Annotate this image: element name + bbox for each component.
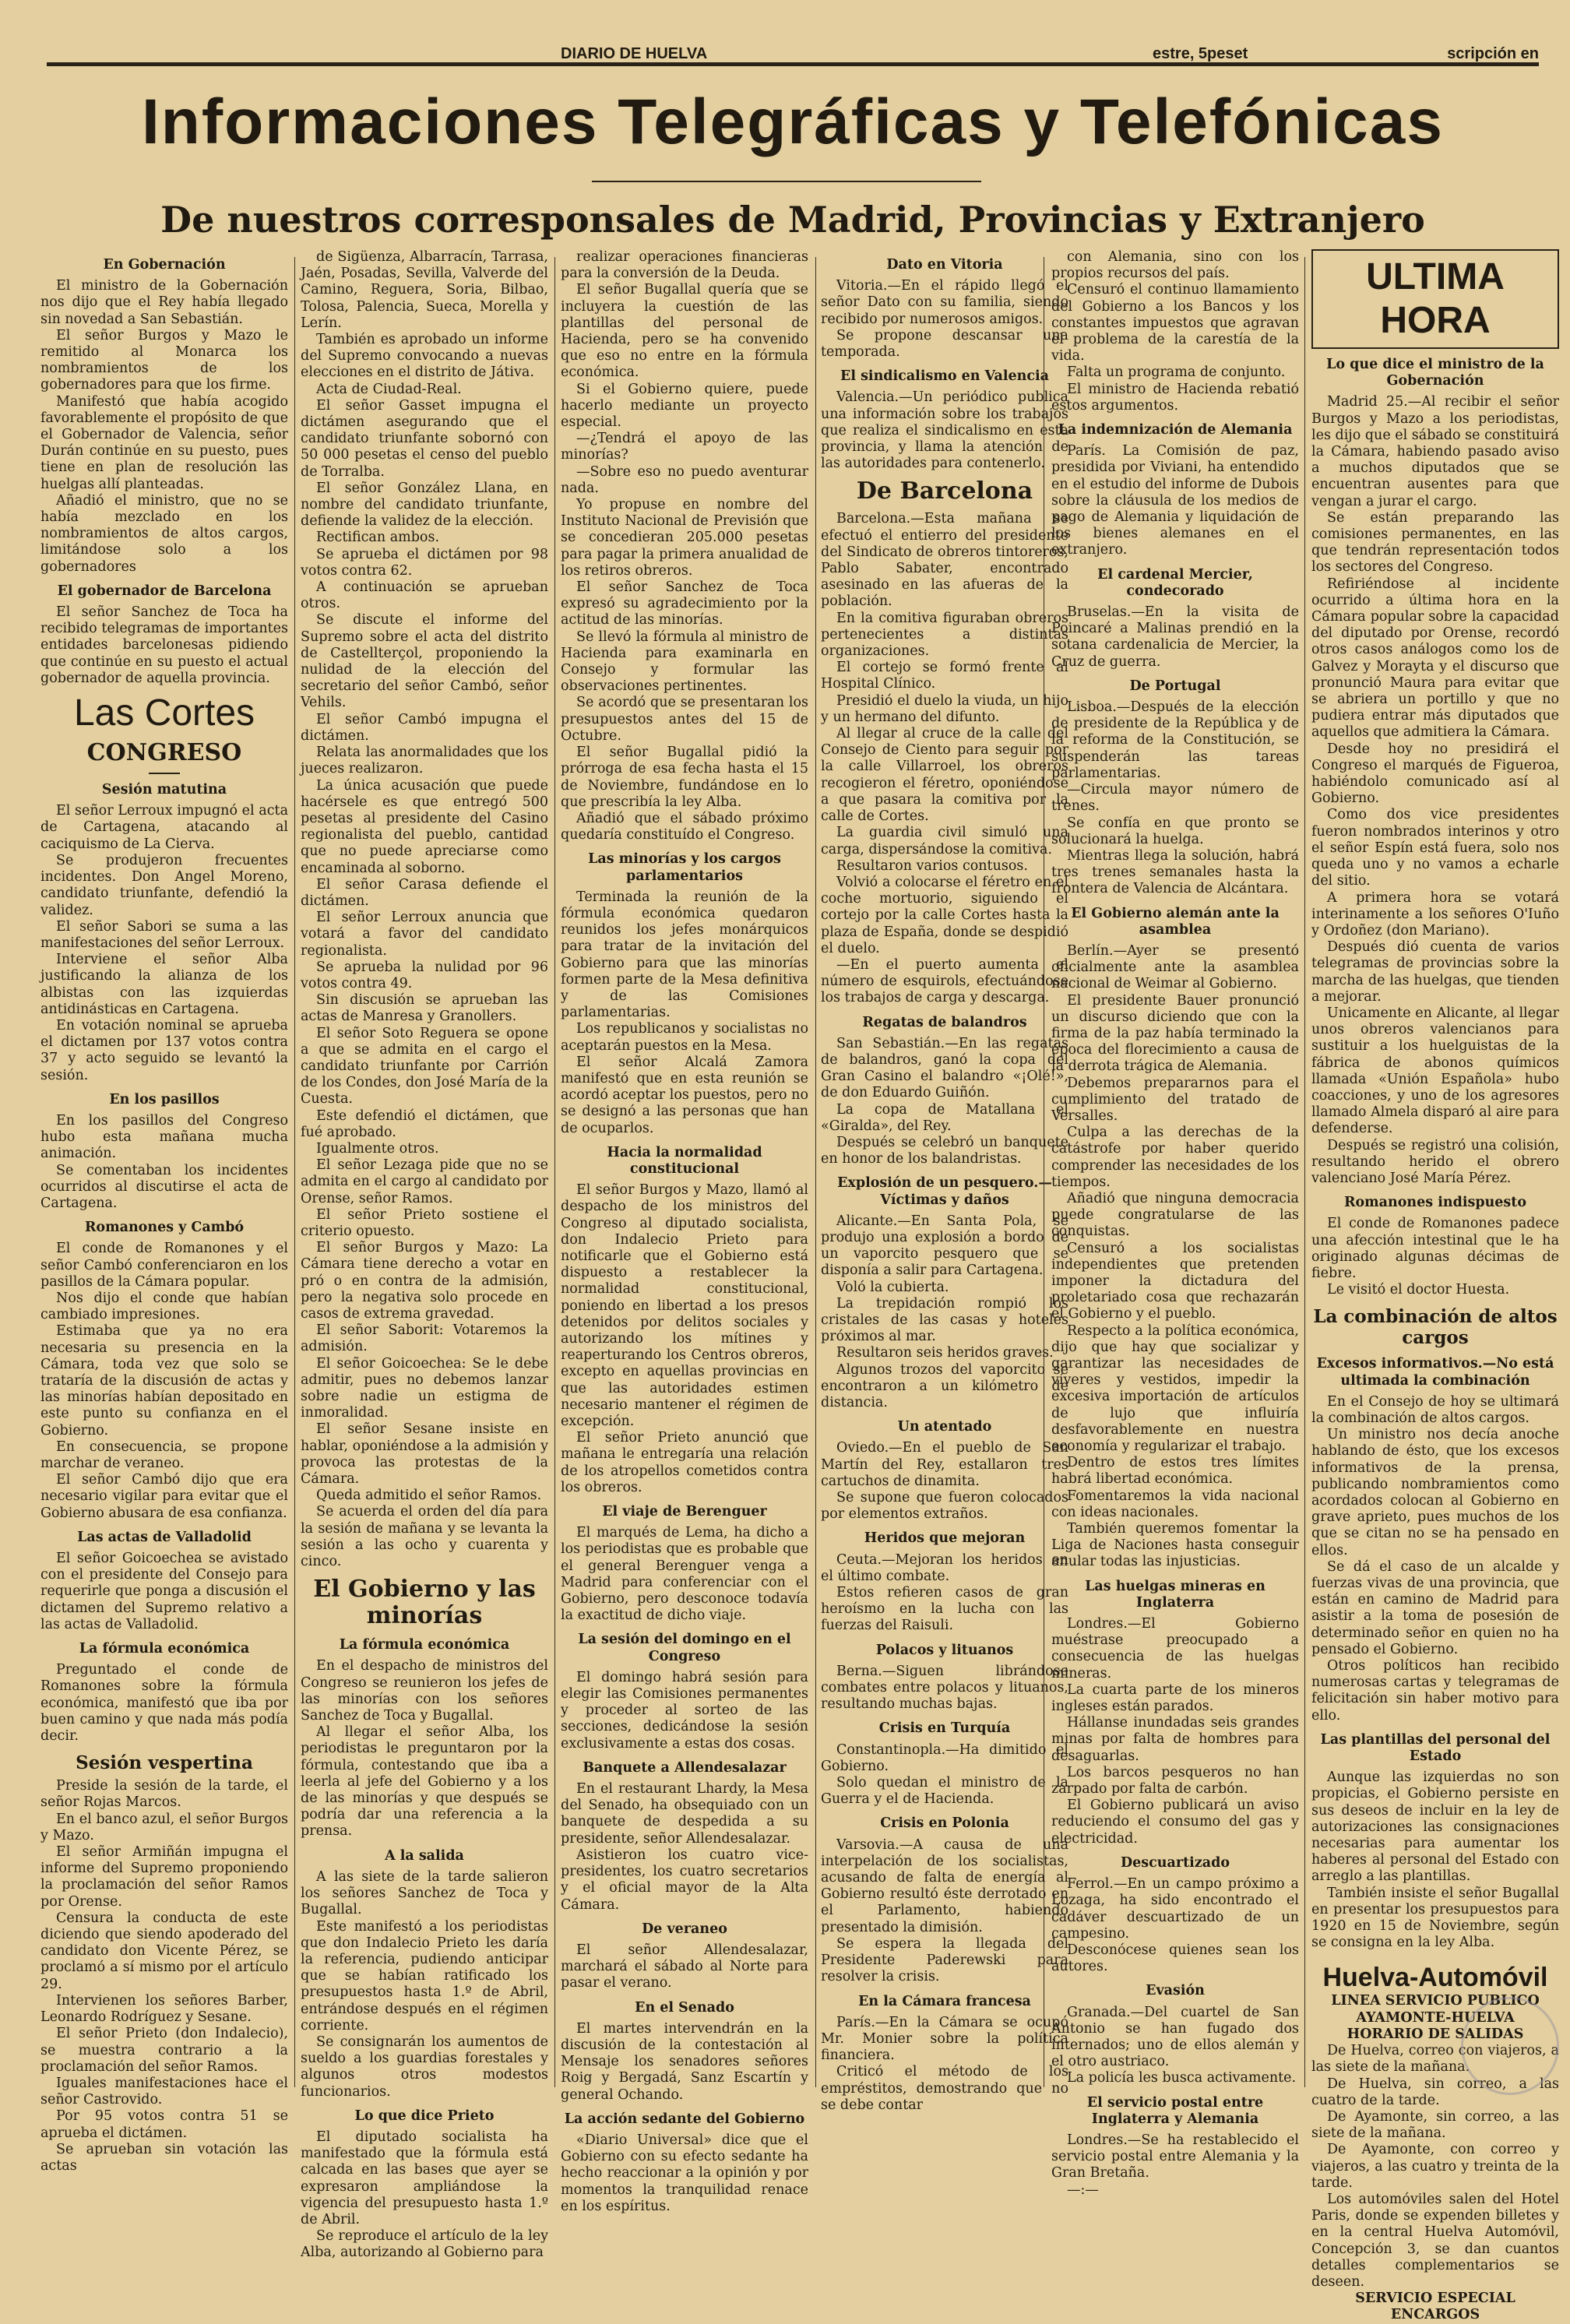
article-paragraph: Ferrol.—En un campo próximo a Lozaga, ha sido encontrado el cadáver descuartizado de un campesino. — [1051, 1876, 1299, 1942]
column-divider — [1304, 257, 1305, 2087]
article-paragraph: Se discute el informe del Supremo sobre el acta del distrito de Castellterçol, proponiendo la nulidad de la elección del secretario del señor Cambó, señor Vehils. — [301, 612, 548, 711]
article-paragraph: —En el puerto aumenta el número de esquirols, efectuándose los trabajos de carga y descarga. — [821, 956, 1068, 1006]
article-paragraph: Ceuta.—Mejoran los heridos en el último combate. — [821, 1551, 1068, 1584]
article-paragraph: De Huelva, sin correo, a las cuatro de la tarde. — [1311, 2076, 1559, 2108]
column-6 — [1311, 249, 1559, 2323]
article-paragraph: San Sebastián.—En las regatas de balandros, ganó la copa del Gran Casino el balandro «¡Olé!», de don Eduardo Guiñón. — [821, 1035, 1068, 1101]
article-paragraph: realizar operaciones financieras para la conversión de la Deuda. — [561, 249, 808, 282]
article-paragraph: El señor Sanchez de Toca expresó su agradecimiento por la actitud de las minorías. — [561, 579, 808, 629]
section-heading: De Portugal — [1129, 678, 1221, 694]
article-paragraph: Manifestó que había acogido favorablemente el propósito de que el Gobernador de Valencia, señor Durán continúe en su puesto, pues tiene en plan de resolución las huelgas allí planteadas. — [40, 393, 288, 492]
article-paragraph: El señor Prieto sostiene el criterio opuesto. — [301, 1206, 548, 1239]
article-paragraph: Londres.—El Gobierno muéstrase preocupado a consecuencia de las huelgas mineras. — [1051, 1616, 1299, 1681]
article-paragraph: El conde de Romanones padece una afección intestinal que le ha originado algunas décimas de fiebre. — [1311, 1216, 1559, 1281]
article-paragraph: Se llevó la fórmula al ministro de Hacienda para examinarla en Consejo y formular las observaciones pertinentes. — [561, 629, 808, 695]
article-paragraph: Se aprueba la nulidad por 96 votos contra 49. — [301, 959, 548, 991]
article-paragraph: Preside la sesión de la tarde, el señor Rojas Marcos. — [40, 1778, 288, 1811]
article-paragraph: Nos dijo el conde que habían cambiado impresiones. — [40, 1290, 288, 1323]
article-paragraph: Varsovia.—A causa de una interpelación de los socialistas, acusando de falta de energía al Gobierno resultó éste derrotado en el Parlamento, habiendo presentado la dimisión. — [821, 1836, 1068, 1935]
article-paragraph: A las siete de la tarde salieron los señores Sanchez de Toca y Bugallal. — [301, 1868, 548, 1918]
column-2 — [301, 249, 548, 2261]
section-heading: Banquete a Allendesalazar — [583, 1759, 787, 1776]
article-paragraph: Se acordó que se presentaran los presupuestos antes del 15 de Octubre. — [561, 695, 808, 744]
ad-line: LINEA SERVICIO PUBLICO — [1331, 1993, 1540, 2009]
article-paragraph: de Sigüenza, Albarracín, Tarrasa, Jaén, Posadas, Sevilla, Valverde del Camino, Reguera, Soria, Bilbao, Tolosa, Palencia, Sueca, Morella y Lerín. — [301, 249, 548, 331]
article-paragraph: Berna.—Siguen librándose combates entre polacos y lituanos, resultando muchas bajas. — [821, 1663, 1068, 1713]
section-heading: Romanones indispuesto — [1343, 1195, 1527, 1211]
section-heading: El viaje de Berenguer — [602, 1504, 767, 1520]
section-heading: La acción sedante del Gobierno — [564, 2111, 805, 2127]
article-paragraph: Rectifican ambos. — [316, 530, 440, 546]
section-heading: En la Cámara francesa — [858, 1993, 1031, 2009]
article-paragraph: Desconócese quienes sean los autores. — [1051, 1942, 1299, 1975]
article-paragraph: Por 95 votos contra 51 se aprueba el dictámen. — [40, 2108, 288, 2141]
article-paragraph: Si el Gobierno quiere, puede hacerlo mediante un proyecto especial. — [561, 381, 808, 431]
section-heading: Las plantillas del personal del Estado — [1320, 1731, 1551, 1765]
section-heading: Las actas de Valladolid — [77, 1529, 252, 1545]
article-paragraph: Terminada la reunión de la fórmula económica quedaron reunidos los jefes monárquicos para tratar de la invitación del Gobierno para que las minorías formen parte de la Mesa definitiva y de las Comisiones parlamentarias. — [561, 889, 808, 1021]
article-paragraph: El señor Prieto (don Indalecio), se muestra contrario a la proclamación del señor Ramos. — [40, 2026, 288, 2075]
masthead-bar — [47, 45, 1539, 62]
section-heading: El Gobierno alemán ante la asamblea — [1071, 905, 1280, 938]
section-heading: Las Cortes — [73, 692, 255, 734]
article-paragraph: Vitoria.—En el rápido llegó el señor Dato con su familia, siendo recibido por numerosos amigos. — [821, 278, 1068, 327]
article-paragraph: Este defendió el dictámen, que fué aprobado. — [301, 1107, 548, 1140]
subscription-fragment: scripción en — [1447, 45, 1539, 62]
article-paragraph: Bruselas.—En la visita de Poincaré a Malinas prendió en la sotana cardenalicia de Mercier, la Cruz de guerra. — [1051, 604, 1299, 670]
section-heading: Sesión matutina — [101, 782, 227, 798]
section-heading: CONGRESO — [86, 739, 242, 767]
article-paragraph: La policía les busca activamente. — [1067, 2070, 1297, 2086]
article-paragraph: Añadió que el sábado próximo quedaría constituído el Congreso. — [561, 810, 808, 843]
article-paragraph: Madrid 25.—Al recibir el señor Burgos y Mazo a los periodistas, les dijo que el sábado se constituirá la Cámara, habiendo pasado aviso a muchos diputados que se encuentran ausentes para que vengan a jurar el cargo. — [1311, 394, 1559, 509]
article-paragraph: —Circula mayor número de trenes. — [1051, 782, 1299, 815]
section-heading: Crisis en Turquía — [878, 1720, 1011, 1737]
paper-name: DIARIO DE HUELVA — [561, 45, 708, 62]
section-heading: La fórmula económica — [339, 1637, 510, 1653]
article-paragraph: El presidente Bauer pronunció un discurso diciendo que con la firma de la paz había terminado la época del florecimiento a causa de la derrota trágica de Alemania. — [1051, 992, 1299, 1075]
article-paragraph: Dentro de estos tres límites habrá libertad económica. — [1051, 1455, 1299, 1488]
article-paragraph: A continuación se aprueban otros. — [301, 579, 548, 612]
section-heading: El servicio postal entre Inglaterra y Alemania — [1086, 2094, 1264, 2127]
section-heading: El sindicalismo en Valencia — [840, 368, 1050, 385]
article-paragraph: El señor Soto Reguera se opone a que se admita en el cargo el candidato triunfante por Carrión de los Condes, don José María de la Cuesta. — [301, 1025, 548, 1107]
article-paragraph: Censura la conducta de este diciendo que siendo apoderado del candidato don Vicente Pérez, se proclamó a sí mismo por el artículo 29. — [40, 1910, 288, 1992]
article-paragraph: Valencia.—Un periódico publica una información sobre los trabajos que realiza el sindicalismo en esta provincia, y llama la atención de las autoridades para contenerlo. — [821, 389, 1068, 472]
article-paragraph: Oviedo.—En el pueblo de San Martín del Rey, estallaron tres cartuchos de dinamita. — [821, 1440, 1068, 1489]
article-paragraph: Alicante.—En Santa Pola, se produjo una explosión a bordo de un vaporcito pesquero que se disponía a salir para Cartagena. — [821, 1213, 1068, 1279]
article-paragraph: Relata las anormalidades que los jueces realizaron. — [301, 745, 548, 777]
article-paragraph: En el despacho de ministros del Congreso se reunieron los jefes de las minorías con los señores Sanchez de Toca y Bugallal. — [301, 1658, 548, 1724]
article-paragraph: Berlín.—Ayer se presentó oficialmente ante la asamblea nacional de Weimar al Gobierno. — [1051, 942, 1299, 992]
article-paragraph: Culpa a las derechas de la catástrofe por haber querido comprender las necesidades de los tiempos. — [1051, 1125, 1299, 1190]
article-paragraph: El señor Carasa defiende el dictámen. — [301, 876, 548, 909]
article-paragraph: Constantinopla.—Ha dimitido el Gobierno. — [821, 1741, 1068, 1774]
article-paragraph: —Sobre eso no puedo aventurar nada. — [561, 463, 808, 496]
section-heading: La fórmula económica — [79, 1641, 250, 1657]
article-paragraph: En la comitiva figuraban obreros pertenecientes a distintas organizaciones. — [821, 610, 1068, 660]
article-paragraph: Queda admitido el señor Ramos. — [316, 1488, 542, 1504]
section-heading: El Gobierno y las minorías — [313, 1576, 536, 1630]
article-paragraph: Se están preparando las comisiones permanentes, en las que tendrán representación todos los sectores del Congreso. — [1311, 509, 1559, 576]
column-1 — [40, 249, 288, 2174]
article-paragraph: El diputado socialista ha manifestado que la fórmula está calcada en las bases que ayer se expresaron ampliándose la vigencia del presupuesto hasta 1.º de Abril. — [301, 2129, 548, 2227]
section-heading: Lo que dice Prieto — [354, 2107, 495, 2124]
section-heading: En los pasillos — [109, 1091, 220, 1107]
section-heading: Las huelgas mineras en Inglaterra — [1085, 1578, 1266, 1611]
article-paragraph: Aunque las izquierdas no son propicias, el Gobierno persiste en sus deseos de incluir en la ley de autorizaciones las consignaciones necesarias para aumentar los haberes al personal del Estado con arreglo a las plantillas. — [1311, 1769, 1559, 1885]
article-paragraph: Después dió cuenta de varios telegramas de provincias sobre la marcha de las huelgas, que tienden a mejorar. — [1311, 939, 1559, 1005]
article-paragraph: Estos refieren casos de gran heroísmo en la lucha con las fuerzas del Raisuli. — [821, 1585, 1068, 1634]
column-5 — [1051, 249, 1299, 2198]
section-heading: Descuartizado — [1120, 1854, 1230, 1871]
article-paragraph: con Alemania, sino con los propios recursos del país. — [1051, 249, 1299, 282]
article-paragraph: Voló la cubierta. — [836, 1279, 949, 1295]
article-paragraph: Añadió el ministro, que no se había mezclado en los nombramientos de altos cargos, limitándose solo a los gobernadores — [40, 492, 288, 575]
article-paragraph: El señor Sabori se suma a las manifestaciones del señor Lerroux. — [40, 918, 288, 951]
article-paragraph: Preguntado el conde de Romanones sobre la fórmula económica, manifestó que iba por buen camino y que nada más podía decir. — [40, 1662, 288, 1745]
ad-line: HORARIO DE SALIDAS — [1346, 2026, 1524, 2042]
article-paragraph: —:— — [1067, 2181, 1099, 2198]
section-heading: El gobernador de Barcelona — [57, 583, 272, 599]
article-paragraph: Solo quedan el ministro de la Guerra y el de Hacienda. — [821, 1775, 1068, 1808]
article-paragraph: Londres.—Se ha restablecido el servicio postal entre Alemania y la Gran Bretaña. — [1051, 2132, 1299, 2181]
article-paragraph: Hállanse inundadas seis grandes minas por falta de hombres para desaguarlas. — [1051, 1715, 1299, 1764]
article-paragraph: El señor Alcalá Zamora manifestó que en esta reunión se acordó aceptar los puestos, pero no se designó a las personas que han de ocuparlos. — [561, 1054, 808, 1136]
article-paragraph: El señor González Llana, en nombre del candidato triunfante, defiende la validez de la elección. — [301, 480, 548, 530]
article-paragraph: Desde hoy no presidirá el Congreso el marqués de Figueroa, habiéndolo comunicado así al Gobierno. — [1311, 741, 1559, 807]
section-heading: Heridos que mejoran — [864, 1530, 1026, 1547]
article-paragraph: Censuró a los socialistas independientes que pretenden imponer la dictadura del proletariado cosa que rechazarán el Gobierno y el pueblo. — [1051, 1240, 1299, 1322]
article-paragraph: El martes intervendrán en la discusión de la contestación al Mensaje los senadores señores Roig y Bergadá, Sanz Escartín y general Ochando. — [561, 2020, 808, 2103]
section-heading: Crisis en Polonia — [880, 1815, 1009, 1832]
section-heading: Hacia la normalidad constitucional — [607, 1144, 762, 1177]
article-paragraph: La trepidación rompió los cristales de las casas y hoteles próximos al mar. — [821, 1295, 1068, 1345]
last-hour-banner: ULTIMA HORA — [1311, 249, 1559, 349]
article-paragraph: El señor Prieto anunció que mañana le entregaría una relación de los atropellos cometidos contra los obreros. — [561, 1430, 808, 1495]
article-paragraph: Se confía en que pronto se solucionará la huelga. — [1051, 815, 1299, 847]
article-paragraph: El marqués de Lema, ha dicho a los periodistas que es probable que el general Berenguer venga a Madrid para conferenciar con el Gobierno, pero desconoce todavía la exactitud de dicho viaje. — [561, 1525, 808, 1624]
article-paragraph: París. La Comisión de paz, presidida por Viviani, ha entendido en el estudio del informe de Dubois sobre la cláusula de los medios de pago de Alemania y liquidación de los bienes alemanes en el extranjero. — [1051, 443, 1299, 558]
article-paragraph: De Ayamonte, sin correo, a las siete de la mañana. — [1311, 2108, 1559, 2142]
section-heading: Evasión — [1146, 1983, 1205, 1999]
article-paragraph: Los barcos pesqueros no han zarpado por falta de carbón. — [1051, 1764, 1299, 1798]
article-paragraph: En el banco azul, el señor Burgos y Mazo. — [40, 1811, 288, 1843]
article-paragraph: Lisboa.—Después de la elección de presidente de la República y de la reforma de la Constitución, se suspenderán las tareas parlamentarias. — [1051, 699, 1299, 781]
article-paragraph: En votación nominal se aprueba el dictamen por 137 votos contra 37 y acto seguido se levantó la sesión. — [40, 1017, 288, 1083]
ad-line: AYAMONTE-HUELVA — [1356, 2009, 1515, 2026]
column-divider — [815, 257, 816, 2087]
article-paragraph: Un ministro nos decía anoche hablando de ésto, que los excesos informativos de la prensa, publicando nombramientos como acordados colocan al Gobierno en grave aprieto, pues muchos de los que se citan no se ha pensado en ellos. — [1311, 1427, 1559, 1558]
article-paragraph: Los republicanos y socialistas no aceptarán puestos en la Mesa. — [561, 1021, 808, 1054]
article-paragraph: Intervienen los señores Barber, Leonardo Rodríguez y Sesane. — [40, 1992, 288, 2026]
section-heading: Dato en Vitoria — [886, 257, 1003, 273]
article-paragraph: El ministro de Hacienda rebatió estos argumentos. — [1051, 381, 1299, 414]
section-heading: Excesos informativos.—No está ultimada la combinación — [1316, 1356, 1554, 1389]
column-divider — [294, 257, 295, 2087]
article-paragraph: Debemos prepararnos para el cumplimiento del tratado de Versalles. — [1051, 1075, 1299, 1124]
article-paragraph: París.—En la Cámara se ocupó Mr. Monier sobre la política financiera. — [821, 2014, 1068, 2064]
section-heading: De Barcelona — [856, 477, 1033, 505]
article-paragraph: También queremos fomentar la Liga de Naciones hasta conseguir anular todas las injusticias. — [1051, 1521, 1299, 1570]
article-paragraph: La guardia civil simuló una carga, dispersándose la comitiva. — [821, 825, 1068, 857]
article-paragraph: Se dá el caso de un alcalde y fuerzas vivas de una provincia, que están en camino de Madrid para asistir a la toma de posesión de determinado señor en quien no ha pensado el Gobierno. — [1311, 1558, 1559, 1657]
article-paragraph: Resultaron varios contusos. — [836, 857, 1028, 874]
price-fragment: estre, 5peset — [1153, 45, 1248, 62]
article-paragraph: Censuró el continuo llamamiento del Gobierno a los Bancos y los constantes impuestos que agravan el problema de la carestía de la vida. — [1051, 282, 1299, 364]
article-paragraph: De Ayamonte, con correo y viajeros, a las cuatro y treinta de la tarde. — [1311, 2142, 1559, 2191]
article-paragraph: El señor Armiñán impugna el informe del Supremo proponiendo la proclamación del señor Ramos por Orense. — [40, 1844, 288, 1910]
section-heading: La sesión del domingo en el Congreso — [578, 1632, 791, 1664]
article-paragraph: Asistieron los cuatro vice-presidentes, los cuatro secretarios y el oficial mayor de la Alta Cámara. — [561, 1847, 808, 1913]
masthead-rule — [47, 62, 1539, 66]
page-headline: Informaciones Telegráficas y Telefónicas — [142, 86, 1444, 157]
article-paragraph: El ministro de la Gobernación nos dijo que el Rey había llegado sin novedad a San Sebastián. — [40, 278, 288, 327]
article-paragraph: Le visitó el doctor Huesta. — [1327, 1282, 1510, 1298]
article-paragraph: El señor Goicoechea: Se le debe admitir, pues no debemos lanzar sobre nadie un estigma de inmoralidad. — [301, 1355, 548, 1421]
article-paragraph: En los pasillos del Congreso hubo esta mañana mucha animación. — [40, 1112, 288, 1162]
article-paragraph: Al llegar al cruce de la calle del Consejo de Ciento para seguir por la calle Villarroel, los obreros recogieron el féretro, oponiéndose a que pasara la comitiva por la calle de Cortes. — [821, 726, 1068, 825]
article-paragraph: Se espera la llegada del Presidente Paderewski para resolver la crisis. — [821, 1935, 1068, 1985]
column-3 — [561, 249, 808, 2214]
article-paragraph: Añadió que ninguna democracia puede congratularse de las conquistas. — [1051, 1190, 1299, 1240]
section-heading: Un atentado — [897, 1419, 992, 1435]
article-paragraph: El señor Sanchez de Toca ha recibido telegramas de importantes entidades barcelonesas pidiendo que continúe en su puesto el actual gobernador de aquella provincia. — [40, 604, 288, 686]
section-heading: Regatas de balandros — [862, 1014, 1027, 1030]
article-paragraph: La copa de Matallana el «Giralda», del Rey. — [821, 1101, 1068, 1134]
article-paragraph: El señor Goicoechea se avistado con el presidente del Consejo para requerirle que ponga a discusión el dictamen del Supremo relativo a las actas de Valladolid. — [40, 1551, 288, 1632]
column-4 — [821, 249, 1068, 2113]
article-paragraph: El señor Burgos y Mazo: La Cámara tiene derecho a votar en pró o en contra de la admisión, pero la negativa solo procede en casos de extrema gravedad. — [301, 1240, 548, 1322]
ad-title: Huelva-Automóvil — [1322, 1963, 1548, 1993]
article-paragraph: El señor Cambó impugna el dictámen. — [301, 711, 548, 744]
article-paragraph: La única acusación que puede hacérsele es que entregó 500 pesetas al presidente del Casino regionalista del pueblo, cantidad que no puede apreciarse como encaminada al soborno. — [301, 777, 548, 876]
article-paragraph: Iguales manifestaciones hace el señor Castrovido. — [40, 2075, 288, 2108]
article-paragraph: Acta de Ciudad-Real. — [316, 381, 462, 397]
section-heading: De veraneo — [642, 1921, 727, 1937]
article-paragraph: De Huelva, correo con viajeros, a las siete de la mañana. — [1311, 2043, 1559, 2076]
article-paragraph: Se acuerda el orden del día para la sesión de mañana y se levanta la sesión a las ocho y cuarenta y cinco. — [301, 1504, 548, 1570]
article-paragraph: Criticó el método de los empréstitos, demostrando que no se debe contar — [821, 2064, 1068, 2113]
article-paragraph: El señor Lezaga pide que no se admita en el cargo al candidato por Orense, señor Ramos. — [301, 1157, 548, 1206]
article-paragraph: El señor Sesane insiste en hablar, oponiéndose a la admisión y provoca las protestas de la Cámara. — [301, 1421, 548, 1488]
section-heading: Romanones y Cambó — [84, 1220, 245, 1236]
article-paragraph: El señor Burgos y Mazo le remitido al Monarca los nombramientos de los gobernadores para que los firme. — [40, 327, 288, 393]
article-paragraph: Se produjeron frecuentes incidentes. Don Angel Moreno, candidato triunfante, defendió la validez. — [40, 852, 288, 918]
section-heading: Sesión vespertina — [76, 1752, 253, 1774]
article-paragraph: Después se celebró un banquete en honor de los balandristas. — [821, 1134, 1068, 1167]
article-paragraph: La cuarta parte de los mineros ingleses están parados. — [1051, 1681, 1299, 1715]
section-heading: La combinación de altos cargos — [1313, 1306, 1558, 1349]
article-paragraph: Los automóviles salen del Hotel Paris, donde se expenden billetes y en la central Huelva Automóvil, Concepción 3, se dan cuantos detalles complementarios se deseen. — [1311, 2191, 1559, 2290]
article-paragraph: Interviene el señor Alba justificando la alianza de los albistas con las izquierdas antidinásticas en Cartagena. — [40, 952, 288, 1017]
article-paragraph: Presidió el duelo la viuda, un hijo y un hermano del difunto. — [821, 692, 1068, 725]
article-paragraph: Se comentaban los incidentes ocurridos al discutirse el acta de Cartagena. — [40, 1162, 288, 1211]
article-paragraph: El domingo habrá sesión para elegir las Comisiones permanentes y proceder al sorteo de las secciones, dedicándose la sesión exclusivamente a estas dos cosas. — [561, 1669, 808, 1752]
section-heading: Polacos y lituanos — [875, 1642, 1014, 1658]
article-paragraph: El señor Gasset impugna el dictámen asegurando que el candidato triunfante sobornó con 50 000 pesetas el censo del pueblo de Torralba. — [301, 397, 548, 480]
article-paragraph: El conde de Romanones y el señor Cambó conferenciaron en los pasillos de la Cámara popular. — [40, 1241, 288, 1290]
article-paragraph: Fomentaremos la vida nacional con ideas nacionales. — [1051, 1488, 1299, 1520]
article-paragraph: El señor Bugallal quería que se incluyera la cuestión de las plantillas del personal de Hacienda, pero se ha convenido que eso no entre en la fórmula económica. — [561, 282, 808, 381]
article-paragraph: El señor Saborit: Votaremos la admisión. — [301, 1322, 548, 1355]
section-heading: En el Senado — [635, 1999, 734, 2016]
article-paragraph: También es aprobado un informe del Supremo convocando a nuevas elecciones en el distrito de Játiva. — [301, 332, 548, 381]
article-paragraph: El señor Lerroux impugnó el acta de Cartagena, atacando al caciquismo de La Cierva. — [40, 803, 288, 852]
article-paragraph: Igualmente otros. — [316, 1140, 439, 1157]
library-stamp — [1461, 1997, 1559, 2095]
article-paragraph: En consecuencia, se propone marchar de veraneo. — [40, 1438, 288, 1471]
section-heading: Explosión de un pesquero.—Víctimas y daños — [837, 1175, 1052, 1208]
article-paragraph: En el restaurant Lhardy, la Mesa del Senado, ha obsequiado con un banquete de despedida a su presidente, señor Allendesalazar. — [561, 1781, 808, 1847]
article-paragraph: Volvió a colocarse el féretro en el coche mortuorio, siguiendo el cortejo por la calle Cortes hasta la plaza de España, donde se despidió el duelo. — [821, 874, 1068, 956]
article-paragraph: Respecto a la política económica, dijo que hay que socializar y garantizar las necesidades de víveres y vestidos, impedir la excesiva importación de artículos de lujo que influiría desfavorablemente en nuestra economía y regularizar el trabajo. — [1051, 1322, 1299, 1455]
article-paragraph: Mientras llega la solución, habrá tres trenes semanales hasta la frontera de Valencia de Alcántara. — [1051, 847, 1299, 897]
section-heading: El cardenal Mercier, condecorado — [1097, 566, 1253, 599]
article-paragraph: Barcelona.—Esta mañana se efectuó el entierro del presidente del Sindicato de obreros tintoreros, Pablo Sabater, encontrado asesinado en las afueras de la población. — [821, 511, 1068, 610]
article-paragraph: El señor Allendesalazar, marchará el sábado al Norte para pasar el verano. — [561, 1942, 808, 1991]
article-paragraph: Se propone descansar una temporada. — [821, 327, 1068, 361]
article-paragraph: Después se registró una colisión, resultando herido el obrero valenciano José María Pérez. — [1311, 1137, 1559, 1186]
section-rule — [149, 773, 180, 774]
article-paragraph: Se aprueban sin votación las actas — [40, 2141, 288, 2174]
article-paragraph: Refiriéndose al incidente ocurrido a última hora en la Cámara popular sobre la capacidad del diputado por Orense, recordó otros casos análogos como los de Galvez y Morayta y el discurso que pronunció Maura para evitar que se abriera un portillo y que no pudiera entrar más diputados que aquellos que admitiera la Cámara. — [1311, 576, 1559, 741]
article-paragraph: Se consignarán los aumentos de sueldo a los guardias forestales y algunos otros modestos funcionarios. — [301, 2034, 548, 2100]
article-paragraph: Sin discusión se aprueban las actas de Manresa y Granollers. — [301, 992, 548, 1025]
section-heading: Las minorías y los cargos parlamentarios — [588, 851, 781, 884]
headline-rule — [592, 181, 981, 182]
article-paragraph: Falta un programa de conjunto. — [1067, 364, 1286, 381]
article-paragraph: A primera hora se votará interinamente a los señores O'Iuño y Ordoñez (don Mariano). — [1311, 889, 1559, 938]
article-paragraph: Como dos vice presidentes fueron nombrados interinos y otro el señor Espín está fuera, solo nos queda uno y no vamos a echarle del sitio. — [1311, 807, 1559, 889]
article-paragraph: El señor Cambó dijo que era necesario vigilar para evitar que el Gobierno abusara de esa confianza. — [40, 1472, 288, 1521]
article-paragraph: Unicamente en Alicante, al llegar unos obreros valencianos para sustituir a los huelguistas de la fábrica de abonos químicos llamada «Unión Española» hubo coacciones, y uno de los agresores llamado Almela disparó al aire para defenderse. — [1311, 1005, 1559, 1137]
article-paragraph: El cortejo se formó frente al Hospital Clínico. — [821, 660, 1068, 692]
article-paragraph: El Gobierno publicará un aviso reduciendo el consumo del gas y electricidad. — [1051, 1798, 1299, 1847]
page-subheadline: De nuestros corresponsales de Madrid, Provincias y Extranjero — [160, 199, 1425, 241]
article-paragraph: Este manifestó a los periodistas que don Indalecio Prieto les daría la referencia, pudiendo anticipar que se habían ratificado los presupuestos hasta 1.º de Abril, entrándose después en el régimen corriente. — [301, 1918, 548, 2034]
section-heading: En Gobernación — [103, 257, 226, 273]
section-heading: Lo que dice el ministro de la Gobernación — [1326, 357, 1544, 389]
article-paragraph: Resultaron seis heridos graves. — [836, 1345, 1054, 1361]
article-paragraph: El señor Lerroux anuncia que votará a favor del candidato regionalista. — [301, 910, 548, 959]
column-divider — [554, 257, 555, 2087]
article-paragraph: Algunos trozos del vaporcito se encontraron a un kilómetro de distancia. — [821, 1361, 1068, 1410]
article-paragraph: Se aprueba el dictámen por 98 votos contra 62. — [301, 546, 548, 579]
section-heading: A la salida — [385, 1847, 464, 1864]
article-paragraph: Al llegar el señor Alba, los periodistas le preguntaron por la fórmula, contestando que iba a leerla al jefe del Gobierno y a los de las minorías y que después se podría dar una referencia a la prensa. — [301, 1724, 548, 1840]
article-paragraph: «Diario Universal» dice que el Gobierno con su efecto sedante ha hecho reaccionar a la opinión y por momentos la tranquilidad renace en los espíritus. — [561, 2132, 808, 2214]
article-paragraph: El señor Bugallal pidió la prórroga de esa fecha hasta el 15 de Noviembre, fundándose en lo que prescribía la ley Alba. — [561, 745, 808, 810]
article-paragraph: En el Consejo de hoy se ultimará la combinación de altos cargos. — [1311, 1393, 1559, 1426]
article-paragraph: También insiste el señor Bugallal en presentar los presupuestos para 1920 en 15 de Noviembre, según se consigna en la ley Alba. — [1311, 1885, 1559, 1951]
article-paragraph: —¿Tendrá el apoyo de las minorías? — [561, 431, 808, 463]
article-paragraph: Otros políticos han recibido numerosas cartas y telegramas de felicitación sin haber motivo para ello. — [1311, 1658, 1559, 1724]
section-heading: La indemnización de Alemania — [1058, 422, 1293, 438]
article-paragraph: Yo propuse en nombre del Instituto Nacional de Previsión que se concedieran 205.000 pesetas para pagar la primera anualidad de los retiros obreros. — [561, 497, 808, 579]
article-paragraph: Granada.—Del cuartel de San Antonio se han fugado dos internados; uno de ellos alemán y el otro austriaco. — [1051, 2004, 1299, 2070]
article-paragraph: Se reproduce el artículo de la ley Alba, autorizando al Gobierno para — [301, 2228, 548, 2261]
article-paragraph: Estimaba que ya no era necesaria su presencia en la Cámara, toda vez que solo se trataría de la discusión de actas y las minorías habían depositado en este punto su confianza en el Gobierno. — [40, 1323, 288, 1438]
article-paragraph: Se supone que fueron colocados por elementos extraños. — [821, 1490, 1068, 1523]
article-paragraph: El señor Burgos y Mazo, llamó al despacho de los ministros del Congreso al diputado socialista, don Indalecio Prieto para notificarle que el Gobierno está dispuesto a restablecer la normalidad constitucional, poniendo en libertad a los presos detenidos por delitos sociales y autorizando los mítines y reaperturando los Centros obreros, excepto en aquellas provincias en que las autoridades estimen necesario mantener el régimen de excepción. — [561, 1182, 808, 1430]
article-paragraph: SERVICIO ESPECIAL ENCARGOS — [1355, 2291, 1515, 2323]
